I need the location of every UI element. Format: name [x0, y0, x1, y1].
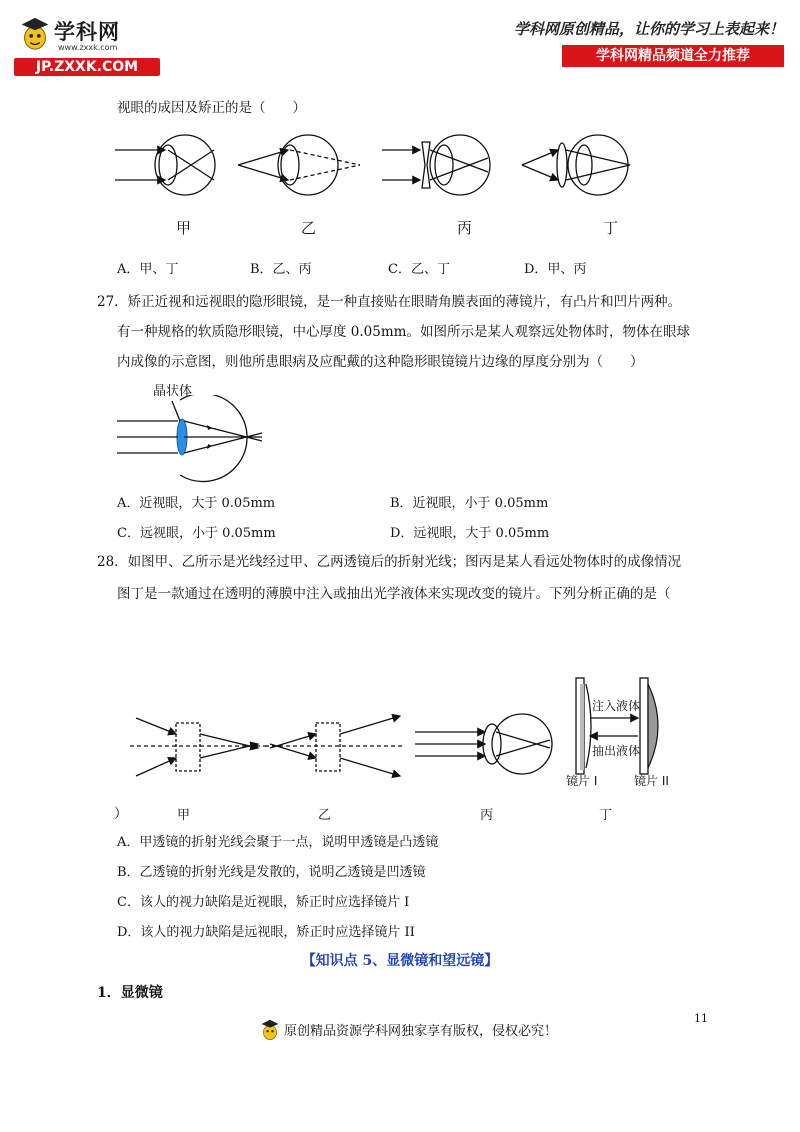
lens-one-label: 镜片 I — [566, 774, 598, 788]
lens-diagram-yi — [265, 716, 405, 776]
q28-closing-paren: ） — [114, 806, 128, 822]
q26-label-ding: 丁 — [603, 219, 619, 237]
q26-stem: 视眼的成因及矫正的是（ ） — [117, 100, 306, 116]
page-number: 11 — [694, 1012, 708, 1025]
q26-figure — [110, 128, 670, 248]
logo-url: JP.ZXXK.COM — [14, 58, 160, 76]
q27-option-b[interactable]: B．近视眼，小于 0.05mm — [390, 496, 549, 511]
footer-mascot-icon — [258, 1015, 282, 1045]
mascot-icon — [16, 14, 54, 54]
footer-copyright: 原创精品资源学科网独家享有版权，侵权必究！ — [284, 1024, 558, 1039]
q27-option-a[interactable]: A．近视眼，大于 0.05mm — [117, 496, 276, 511]
q28-option-a[interactable]: A．甲透镜的折射光线会聚于一点，说明甲透镜是凸透镜 — [117, 835, 439, 850]
q26-label-jia: 甲 — [176, 219, 192, 237]
q28-label-yi: 乙 — [318, 808, 332, 823]
q26-label-yi: 乙 — [301, 219, 317, 237]
q28-label-bing: 丙 — [480, 808, 494, 823]
eye-diagram-ding — [522, 135, 630, 195]
lens-two-label: 镜片 II — [634, 774, 669, 788]
q27-line-1: 27．矫正近视和远视眼的隐形眼镜，是一种直接贴在眼睛角膜表面的薄镜片，有凸片和凹片两种。 — [97, 294, 682, 310]
q28-figure — [130, 668, 690, 798]
q26-option-d[interactable]: D．甲、丙 — [524, 262, 587, 277]
q27-eye-figure — [112, 395, 272, 485]
header-slogan: 学科网原创精品，让你的学习上表起来！ — [513, 20, 784, 38]
q28-option-b[interactable]: B．乙透镜的折射光线是发散的，说明乙透镜是凹透镜 — [117, 865, 426, 880]
eye-diagram-bing-28 — [415, 714, 552, 774]
eye-diagram-bing — [382, 135, 490, 195]
lens-diagram-jia — [130, 718, 270, 776]
q26-option-b[interactable]: B．乙、丙 — [250, 262, 312, 277]
q27-line-2: 有一种规格的软质隐形眼镜，中心厚度 0.05mm。如图所示是某人观察远处物体时，物体在眼球 — [117, 324, 690, 340]
logo-small-url: www.zxxk.com — [58, 43, 118, 52]
q27-option-d[interactable]: D．远视眼，大于 0.05mm — [390, 526, 550, 541]
q26-option-a[interactable]: A．甲、丁 — [117, 262, 179, 277]
inject-liquid-label: 注入液体 — [592, 699, 641, 713]
section-title: 【知识点 5、显微镜和望远镜】 — [301, 953, 499, 969]
q27-line-3: 内成像的示意图，则他所患眼病及应配戴的这种隐形眼镜镜片边缘的厚度分别为（ ） — [117, 354, 644, 370]
extract-liquid-label: 抽出液体 — [592, 744, 641, 758]
header-banner[interactable]: 学科网精品频道全力推荐 — [562, 45, 784, 67]
q28-line-1: 28．如图甲、乙所示是光线经过甲、乙两透镜后的折射光线；图丙是某人看远处物体时的成像情况 — [97, 554, 682, 570]
q28-line-2: 图丁是一款通过在透明的薄膜中注入或抽出光学液体来实现改变的镜片。下列分析正确的是（ — [117, 586, 671, 602]
eye-diagram-yi — [238, 135, 360, 195]
subheading-microscope: 1．显微镜 — [97, 985, 163, 1001]
q26-option-c[interactable]: C．乙、丁 — [388, 262, 450, 277]
logo-name: 学科网 — [54, 20, 120, 44]
q26-label-bing: 丙 — [457, 219, 473, 237]
q28-label-ding: 丁 — [599, 808, 613, 823]
lens-label: 晶状体 — [153, 384, 193, 399]
q27-option-c[interactable]: C．远视眼，小于 0.05mm — [117, 526, 276, 541]
q28-label-jia: 甲 — [177, 808, 191, 823]
liquid-lens-diagram — [576, 678, 658, 774]
q28-option-c[interactable]: C．该人的视力缺陷是近视眼，矫正时应选择镜片 I — [117, 895, 410, 910]
eye-diagram-jia — [115, 135, 215, 195]
q28-option-d[interactable]: D．该人的视力缺陷是远视眼，矫正时应选择镜片 II — [117, 925, 415, 940]
site-logo[interactable] — [14, 14, 160, 76]
